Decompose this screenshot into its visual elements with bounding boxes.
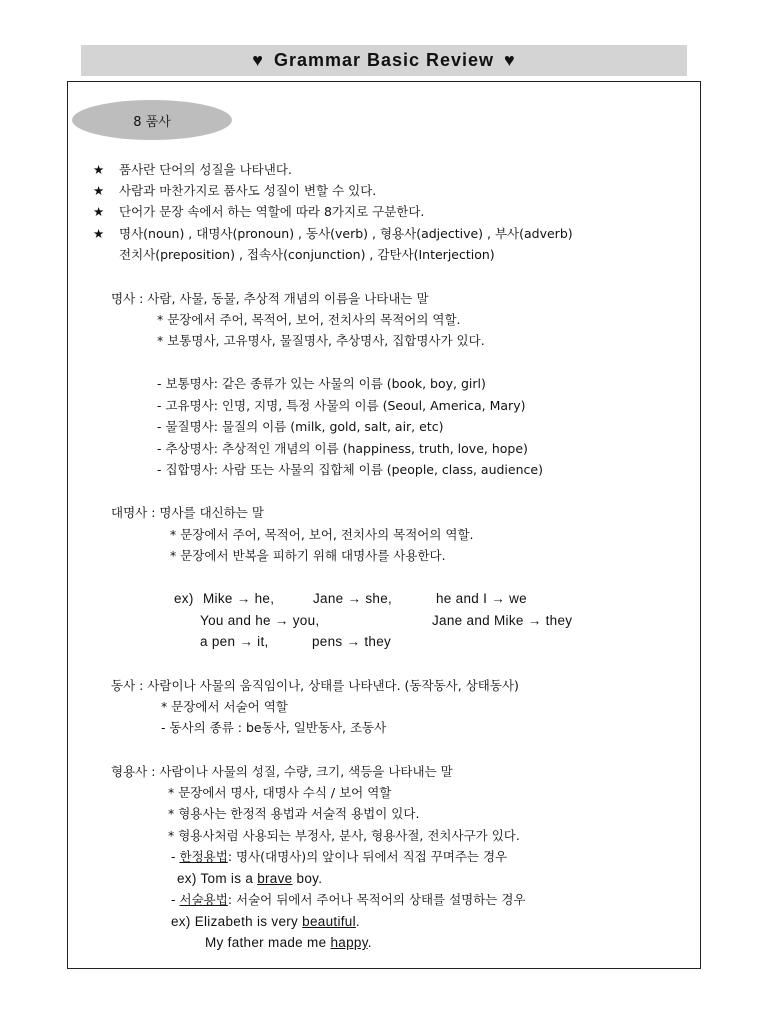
star-icon: ★	[93, 162, 105, 177]
section-badge: 8 품사	[72, 100, 232, 140]
usage-description: : 명사(대명사)의 앞이나 뒤에서 직접 꾸며주는 경우	[227, 849, 508, 864]
usage-term: 한정용법	[179, 849, 228, 864]
example-text: ex) Tom is a	[177, 871, 254, 886]
usage-term: 서술용법	[179, 892, 228, 907]
pronoun-example: Jane → she,	[313, 591, 393, 606]
noun-kind: - 집합명사: 사람 또는 사물의 집합체 이름 (people, class, audience)	[157, 462, 543, 477]
bullet-line	[93, 162, 292, 178]
pronoun-note: * 문장에서 주어, 목적어, 보어, 전치사의 목적어의 역할.	[170, 527, 474, 542]
adjective-note: * 문장에서 명사, 대명사 수식 / 보어 역할	[168, 785, 392, 800]
page-title: Grammar Basic Review	[273, 50, 495, 70]
usage-description: : 서술어 뒤에서 주어나 목적어의 상태를 설명하는 경우	[227, 892, 526, 907]
adjective-example	[171, 914, 360, 930]
title-banner	[81, 45, 687, 76]
star-icon: ★	[93, 226, 105, 241]
bullet-text: 사람과 마찬가지로 품사도 성질이 변할 수 있다.	[119, 183, 377, 198]
noun-kind: - 물질명사: 물질의 이름 (milk, gold, salt, air, etc)	[157, 419, 444, 434]
pronoun-example-label: ex)	[174, 591, 194, 606]
bullet-line	[93, 204, 424, 220]
verb-note: - 동사의 종류 : be동사, 일반동사, 조동사	[161, 720, 387, 735]
pronoun-heading: 대명사 : 명사를 대신하는 말	[111, 505, 264, 520]
example-text: boy.	[296, 871, 323, 886]
star-icon: ★	[93, 183, 105, 198]
example-highlight: happy	[330, 935, 368, 950]
adjective-example	[177, 871, 322, 887]
star-icon: ★	[93, 204, 105, 219]
pronoun-example: he and I → we	[436, 591, 527, 606]
bullet-text: 전치사(preposition) , 접속사(conjunction) , 감탄사(Interjection)	[119, 247, 495, 262]
adjective-usage	[171, 892, 526, 908]
heart-icon: ♥	[504, 50, 516, 70]
adjective-example	[205, 935, 372, 951]
example-text: .	[367, 935, 372, 950]
pronoun-example: Mike → he,	[203, 591, 275, 606]
adjective-note: * 형용사는 한정적 용법과 서술적 용법이 있다.	[168, 806, 420, 821]
verb-note: * 문장에서 서술어 역할	[161, 699, 288, 714]
pronoun-example: pens → they	[312, 634, 392, 649]
bullet-text: 단어가 문장 속에서 하는 역할에 따라 8가지로 구분한다.	[119, 204, 425, 219]
noun-kind: - 추상명사: 추상적인 개념의 이름 (happiness, truth, love, hope)	[157, 441, 528, 456]
example-text: ex) Elizabeth is very	[171, 914, 299, 929]
example-text: My father made me	[205, 935, 327, 950]
adjective-usage	[171, 849, 507, 865]
example-highlight: brave	[257, 871, 293, 886]
heart-icon: ♥	[252, 50, 264, 70]
dash: -	[171, 892, 176, 907]
bullet-line	[93, 226, 573, 242]
noun-kind: - 고유명사: 인명, 지명, 특정 사물의 이름 (Seoul, America, Mary)	[157, 398, 526, 413]
verb-heading: 동사 : 사람이나 사물의 움직임이나, 상태를 나타낸다. (동작동사, 상태동사)	[111, 678, 519, 693]
adjective-note: * 형용사처럼 사용되는 부정사, 분사, 형용사절, 전치사구가 있다.	[168, 828, 520, 843]
noun-note: * 보통명사, 고유명사, 물질명사, 추상명사, 집합명사가 있다.	[157, 333, 485, 348]
pronoun-example: Jane and Mike → they	[432, 613, 573, 628]
bullet-text: 품사란 단어의 성질을 나타낸다.	[119, 162, 292, 177]
example-text: .	[355, 914, 360, 929]
bullet-text: 명사(noun) , 대명사(pronoun) , 동사(verb) , 형용사(adjective) , 부사(adverb)	[119, 226, 573, 241]
dash: -	[171, 849, 176, 864]
noun-kind: - 보통명사: 같은 종류가 있는 사물의 이름 (book, boy, girl)	[157, 376, 486, 391]
pronoun-note: * 문장에서 반복을 피하기 위해 대명사를 사용한다.	[170, 548, 446, 563]
adjective-heading: 형용사 : 사람이나 사물의 성질, 수량, 크기, 색등을 나타내는 말	[111, 764, 453, 779]
pronoun-example: You and he → you,	[200, 613, 320, 628]
bullet-line	[93, 183, 376, 199]
noun-note: * 문장에서 주어, 목적어, 보어, 전치사의 목적어의 역할.	[157, 312, 461, 327]
noun-heading: 명사 : 사람, 사물, 동물, 추상적 개념의 이름을 나타내는 말	[111, 291, 429, 306]
pronoun-example: a pen → it,	[200, 634, 269, 649]
example-highlight: beautiful	[302, 914, 356, 929]
